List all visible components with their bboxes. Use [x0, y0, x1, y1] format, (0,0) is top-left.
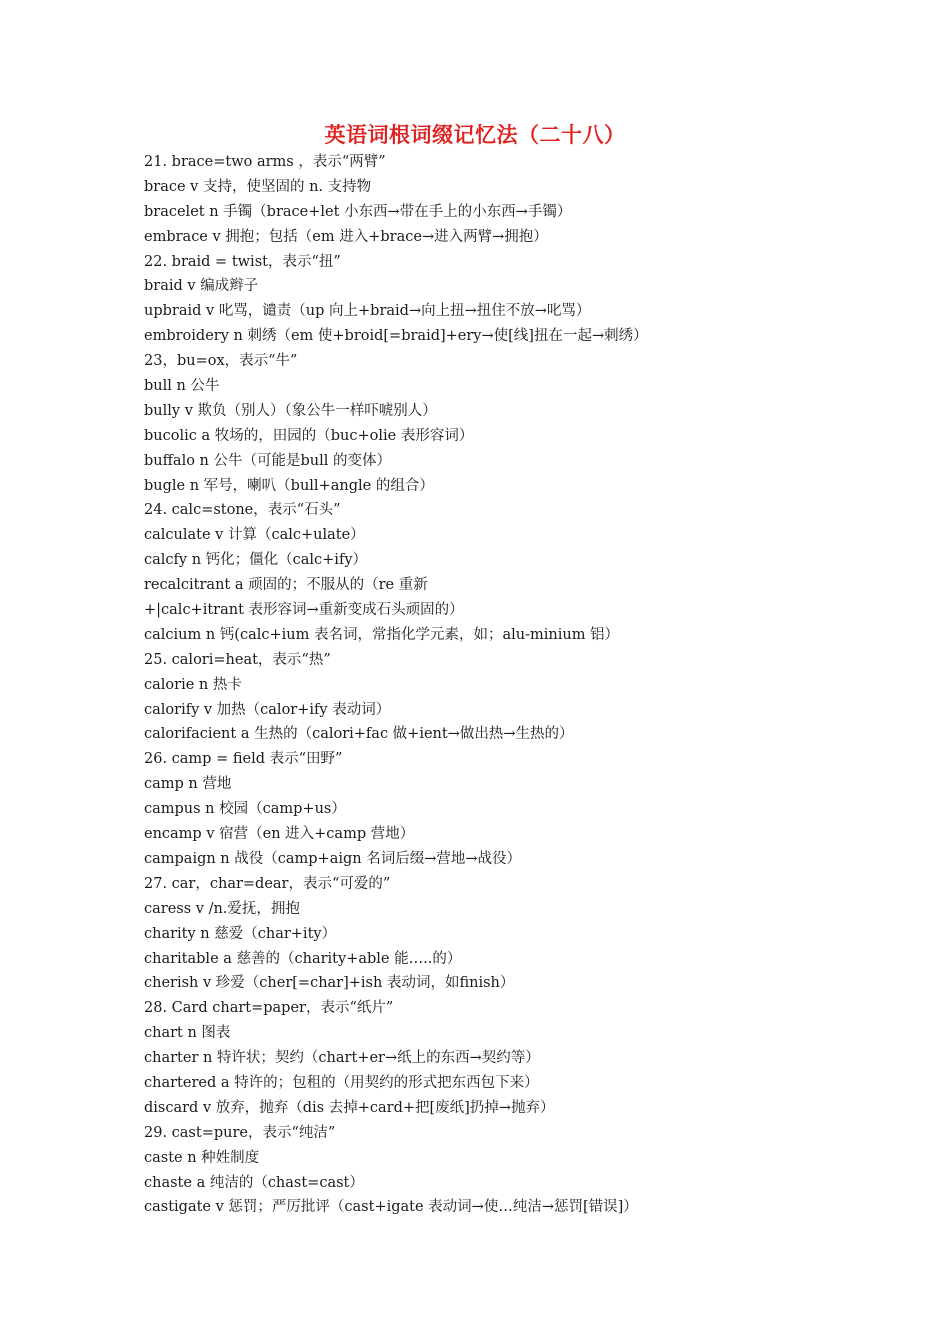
text-line: charter n 特许状；契约（chart+er→纸上的东西→契约等）	[144, 1050, 540, 1067]
text-line: caste n 种姓制度	[144, 1149, 260, 1166]
text-line: discard v 放弃，抛弃（dis 去掉+card+把[废纸]扔掉→抛弃）	[144, 1099, 555, 1116]
text-line: chart n 图表	[144, 1025, 231, 1042]
text-line: caress v /n.爱抚，拥抱	[144, 900, 300, 917]
text-line: bully v 欺负（别人）（象公牛一样吓唬别人）	[144, 402, 437, 419]
text-line: calcfy n 钙化；僵化（calc+ify）	[144, 552, 368, 569]
text-line: embroidery n 刺绣（em 使+broid[=braid]+ery→使[线]扭在一起→刺绣）	[144, 328, 648, 345]
text-line: 22. braid = twist，表示“扭”	[144, 253, 341, 270]
text-line: recalcitrant a 顽固的；不服从的（re 重新	[144, 577, 428, 594]
text-line: bracelet n 手镯（brace+let 小东西→带在手上的小东西→手镯）	[144, 203, 572, 220]
text-line: +|calc+itrant 表形容词→重新变成石头顽固的）	[144, 602, 464, 619]
text-line: castigate v 惩罚；严厉批评（cast+igate 表动词→使…纯洁→惩罚[错误]）	[144, 1199, 638, 1216]
text-line: calcium n 钙(calc+ium 表名词，常指化学元素，如；alu-minium 铝）	[144, 626, 620, 643]
text-line: calorifacient a 生热的（calori+fac 做+ient→做出热→生热的）	[144, 726, 574, 743]
document-title: 英语词根词缀记忆法（二十八）	[324, 123, 626, 147]
text-line: bull n 公牛	[144, 378, 220, 395]
text-line: 25. calori=heat，表示“热”	[144, 651, 331, 668]
text-line: chaste a 纯洁的（chast=cast）	[144, 1174, 364, 1191]
text-line: charity n 慈爱（char+ity）	[144, 925, 337, 942]
text-line: bucolic a 牧场的，田园的（buc+olie 表形容词）	[144, 427, 474, 444]
text-line: bugle n 军号，喇叭（bull+angle 的组合）	[144, 477, 434, 494]
text-line: 21. brace=two arms ，表示“两臂”	[144, 154, 386, 170]
text-line: chartered a 特许的；包租的（用契约的形式把东西包下来）	[144, 1074, 539, 1091]
text-line: campaign n 战役（camp+aign 名词后缀→营地→战役）	[144, 850, 522, 867]
text-line: braid v 编成辫子	[144, 278, 259, 295]
text-line: 27. car，char=dear，表示“可爱的”	[144, 875, 391, 892]
text-line: buffalo n 公牛（可能是bull 的变体）	[144, 452, 391, 469]
text-line: upbraid v 叱骂，谴责（up 向上+braid→向上扭→扭住不放→叱骂）	[144, 303, 591, 320]
text-line: calorie n 热卡	[144, 676, 242, 693]
text-line: encamp v 宿营（en 进入+camp 营地）	[144, 826, 415, 843]
text-line: 26. camp = field 表示“田野”	[144, 751, 343, 768]
text-line: 28. Card chart=paper，表示“纸片”	[144, 1000, 394, 1017]
text-line: calculate v 计算（calc+ulate）	[144, 527, 365, 544]
text-line: calorify v 加热（calor+ify 表动词）	[144, 701, 391, 718]
text-line: campus n 校园（camp+us）	[144, 801, 346, 818]
text-line: 23，bu=ox，表示“牛”	[144, 353, 298, 370]
document-body	[144, 150, 924, 1220]
text-line: camp n 营地	[144, 776, 232, 793]
text-line: charitable a 慈善的（charity+able 能…..的）	[144, 950, 462, 967]
text-line: cherish v 珍爱（cher[=char]+ish 表动词，如finish）	[144, 975, 515, 992]
text-line: 29. cast=pure，表示“纯洁”	[144, 1124, 336, 1141]
text-line: brace v 支持，使坚固的 n. 支持物	[144, 178, 372, 195]
text-line: 24. calc=stone，表示“石头”	[144, 502, 341, 519]
text-line: embrace v 拥抱；包括（em 进入+brace→进入两臂→拥抱）	[144, 228, 548, 245]
